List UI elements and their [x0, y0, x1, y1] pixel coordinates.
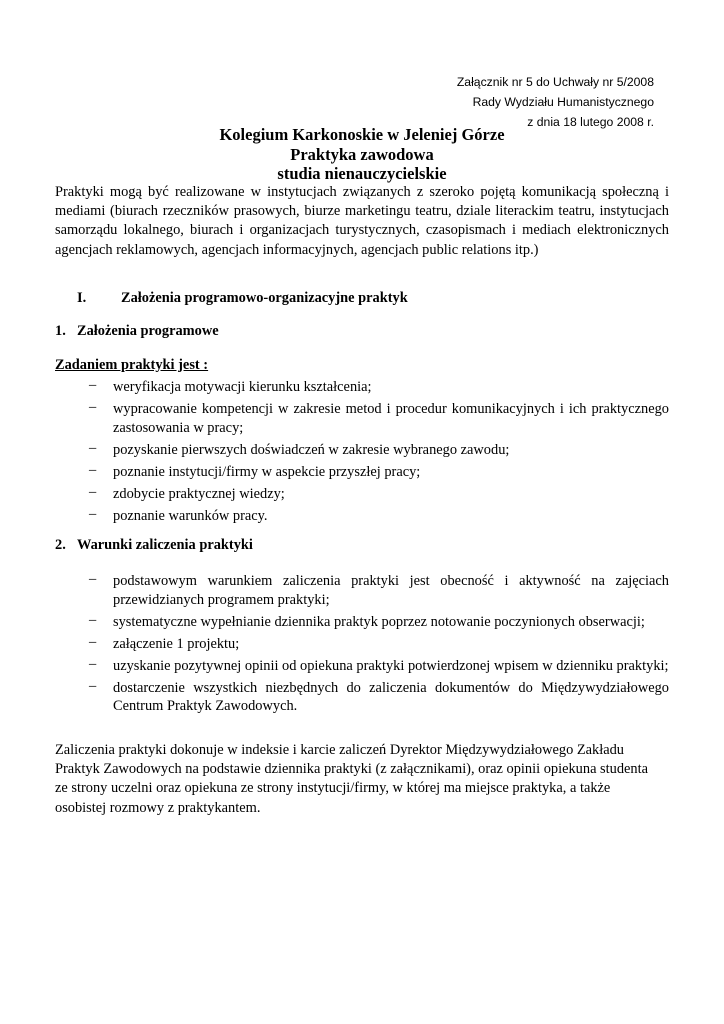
closing-line: osobistej rozmowy z praktykantem. — [55, 799, 261, 816]
section-number: I. — [77, 290, 87, 306]
header-line-1: Załącznik nr 5 do Uchwały nr 5/2008 — [456, 75, 654, 89]
subsection-title: Założenia programowe — [77, 323, 219, 339]
dash-bullet: – — [89, 439, 97, 456]
closing-line: ze strony uczelni oraz opiekuna ze strony instytucji/firmy, w której ma miejsce praktyka, a także — [55, 780, 611, 797]
dash-bullet: – — [89, 677, 97, 694]
list-item: – wypracowanie kompetencji w zakresie metod i procedur komunikacyjnych i ich praktycznego zastosowania w pracy; — [89, 399, 669, 436]
list-item: – podstawowym warunkiem zaliczenia praktyki jest obecność i aktywność na zajęciach przewidzianych programem praktyki; — [89, 571, 669, 608]
studies-title: studia nienauczycielskie — [277, 164, 447, 183]
subsection-title: Warunki zaliczenia praktyki — [77, 537, 253, 553]
list-item: – systematyczne wypełnianie dziennika praktyk poprzez notowanie poczynionych obserwacji; — [89, 611, 645, 630]
dash-bullet: – — [89, 461, 97, 478]
dash-bullet: – — [89, 655, 97, 672]
institution-title: Kolegium Karkonoskie w Jeleniej Górze — [219, 125, 505, 144]
dash-bullet: – — [89, 611, 97, 628]
subsection-heading-2 — [55, 536, 253, 555]
task-heading: Zadaniem praktyki jest : — [55, 357, 209, 373]
list-item: – uzyskanie pozytywnej opinii od opiekuna praktyki potwierdzonej wpisem w dzienniku praktyki; — [89, 655, 669, 674]
list-item: – zdobycie praktycznej wiedzy; — [89, 483, 285, 502]
subsection-number: 1. — [55, 323, 66, 339]
task-list — [89, 378, 669, 529]
practice-title: Praktyka zawodowa — [290, 144, 434, 164]
list-item: – poznanie instytucji/firmy w aspekcie przyszłej pracy; — [89, 461, 421, 480]
subsection-number: 2. — [55, 537, 66, 553]
section-heading-1 — [77, 289, 408, 308]
closing-line: Praktyk Zawodowych na podstawie dziennika praktyki (z załącznikami), oraz opinii opiekuna studenta — [55, 761, 649, 778]
header-line-3: z dnia 18 lutego 2008 r. — [527, 115, 654, 129]
header-line-2: Rady Wydziału Humanistycznego — [472, 95, 654, 109]
dash-bullet: – — [89, 571, 97, 587]
conditions-list — [89, 572, 669, 719]
dash-bullet: – — [89, 483, 97, 500]
list-item: – dostarczenie wszystkich niezbędnych do zaliczenia dokumentów do Międzywydziałowego Centrum Praktyk Zawodowych. — [89, 677, 669, 714]
intro-paragraph: Praktyki mogą być realizowane w instytucjach związanych z szeroko pojętą komunikacją społeczną i mediami (biurach rzeczników prasowych, biurze marketingu teatru, dziale literackim teatru, instytucjach samorządu lokalnego, biurach i organizacjach turystycznych, czasopismach i mediach elektronicznych agencjach reklamowych, agencjach informacyjnych, agencjach public relations itp.) — [55, 184, 669, 258]
dash-bullet: – — [89, 505, 97, 522]
dash-bullet: – — [89, 633, 97, 650]
list-item: – weryfikacja motywacji kierunku kształcenia; — [89, 377, 372, 395]
list-item: – załączenie 1 projektu; — [89, 633, 240, 652]
dash-bullet: – — [89, 399, 97, 415]
closing-paragraph — [55, 741, 669, 818]
attachment-header — [457, 72, 654, 132]
closing-line: Zaliczenia praktyki dokonuje w indeksie i karcie zaliczeń Dyrektor Międzywydziałowego Zakładu — [55, 742, 625, 758]
list-item: – poznanie warunków pracy. — [89, 505, 268, 524]
section-title: Założenia programowo-organizacyjne praktyk — [121, 290, 408, 306]
dash-bullet: – — [89, 377, 97, 393]
subsection-heading-1 — [55, 322, 219, 341]
list-item: – pozyskanie pierwszych doświadczeń w zakresie wybranego zawodu; — [89, 439, 510, 458]
document-titles — [0, 125, 724, 184]
